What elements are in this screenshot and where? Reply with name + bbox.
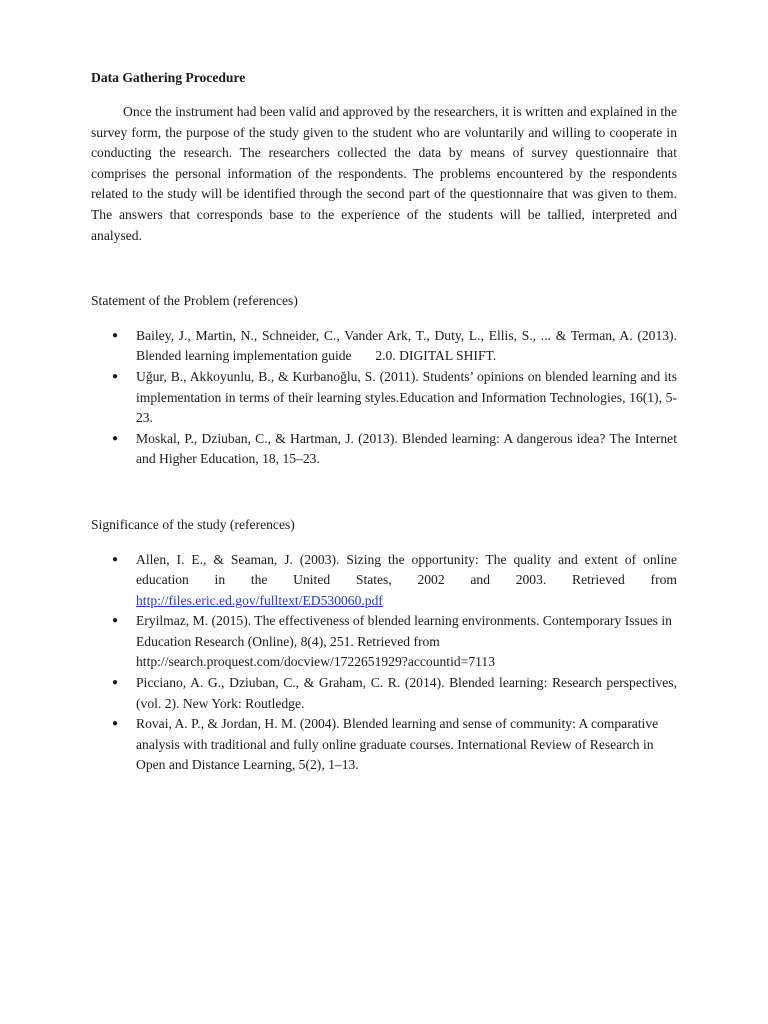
bullet-icon: ● — [112, 432, 119, 444]
reference-text: Rovai, A. P., & Jordan, H. M. (2004). Blended learning and sense of community: A comparative analysis with traditional and fully online graduate courses. International Review of Research in Open and Distance Learning, 5(2), 1–13. — [136, 716, 659, 773]
list-item — [91, 429, 677, 470]
body-paragraph: Once the instrument had been valid and approved by the researchers, it is written and explained in the survey form, the purpose of the study given to the student who are voluntarily and willing to cooperate in conducting the research. The researchers collected the data by means of survey questionnaire that comprises the personal information of the respondents. The problems encountered by the respondents related to the study will be identified through the second part of the questionnaire that was given to them. The answers that corresponds base to the experience of the students will be tallied, interpreted and analysed. — [91, 104, 677, 243]
list-item — [91, 326, 677, 367]
problem-references-title: Statement of the Problem (references) — [91, 293, 298, 309]
bullet-icon: ● — [112, 677, 119, 689]
reference-text: Picciano, A. G., Dziuban, C., & Graham, C. R. (2014). Blended learning: Research perspectives, (vol. 2). New York: Routledge. — [136, 675, 677, 711]
problem-references-list — [91, 326, 677, 470]
list-item — [91, 611, 677, 673]
list-item — [91, 550, 677, 612]
reference-text: Uğur, B., Akkoyunlu, B., & Kurbanoğlu, S. (2011). Students’ opinions on blended learning and its implementation in terms of their learning styles.Education and Information Technologies, 16(1), 5-23. — [136, 368, 677, 426]
reference-text: Eryilmaz, M. (2015). The effectiveness of blended learning environments. Contemporary Issues in Education Research (Online), 8(4), 251. Retrieved from http://search.proquest.com/docview/1722651929?accountid=7113 — [136, 613, 672, 670]
list-item — [91, 673, 677, 714]
reference-text: Bailey, J., Martin, N., Schneider, C., Vander Ark, T., Duty, L., Ellis, S., ... & Terman, A. (2013). Blended learning implementation guide 2.0. DIGITAL SHIFT. — [136, 327, 677, 364]
reference-link[interactable]: http://files.eric.ed.gov/fulltext/ED530060.pdf — [136, 592, 383, 608]
document-page — [91, 68, 677, 776]
list-item — [91, 367, 677, 429]
reference-text: Allen, I. E., & Seaman, J. (2003). Sizing the opportunity: The quality and extent of online education in the United States, 2002 and 2003. Retrieved from — [136, 551, 677, 588]
bullet-icon: ● — [112, 370, 119, 382]
bullet-icon: ● — [112, 329, 119, 341]
reference-text: Moskal, P., Dziuban, C., & Hartman, J. (2013). Blended learning: A dangerous idea? The Internet and Higher Education, 18, 15–23. — [136, 430, 677, 467]
significance-references-list — [91, 550, 677, 777]
list-item — [91, 714, 677, 776]
section-heading: Data Gathering Procedure — [91, 70, 246, 85]
bullet-icon: ● — [112, 718, 119, 730]
bullet-icon: ● — [112, 553, 119, 565]
significance-references-title: Significance of the study (references) — [91, 516, 295, 532]
bullet-icon: ● — [112, 615, 119, 627]
